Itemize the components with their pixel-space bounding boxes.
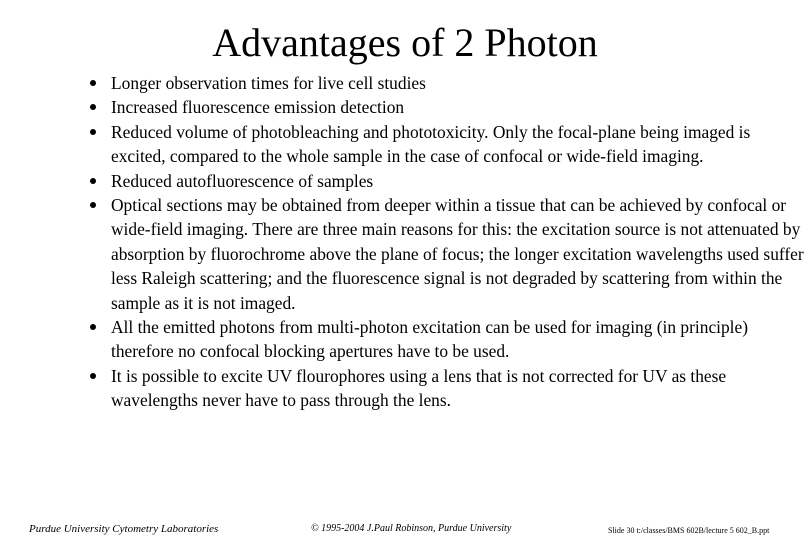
bullet-text: All the emitted photons from multi-photon excitation can be used for imaging (in principle) therefore no confocal blocking apertures have to be used. [111, 317, 749, 362]
bullet-dot-icon [90, 202, 96, 208]
footer-copyright: © 1995-2004 J.Paul Robinson, Purdue University [311, 523, 512, 534]
bullet-text: Longer observation times for live cell studies [111, 73, 426, 93]
bullet-item [90, 120, 806, 169]
bullet-dot-icon [90, 129, 96, 135]
bullet-dot-icon [90, 324, 96, 330]
bullet-dot-icon [90, 104, 96, 110]
bullet-text: Increased fluorescence emission detection [111, 97, 405, 118]
bullet-text: It is possible to excite UV flourophores using a lens that is not corrected for UV as these wavelengths never have to pass through the lens. [111, 365, 727, 411]
footer-slide-info: Slide 30 t:/classes/BMS 602B/lecture 5 602_B.ppt [608, 526, 770, 535]
bullet-text: Optical sections may be obtained from deeper within a tissue that can be achieved by confocal or wide-field imaging. There are three main reasons for this: the excitation source is not attenuated by absorption by fluorochrome above the plane of focus; the longer excitation wavelengths used suffer less Raleigh scattering; and the fluorescence signal is not degraded by scattering from within the sample as it is not imaged. [111, 195, 804, 313]
bullet-item [90, 315, 806, 364]
footer-organization: Purdue University Cytometry Laboratories [29, 523, 219, 535]
bullet-dot-icon [90, 80, 96, 86]
bullet-dot-icon [90, 373, 96, 379]
bullet-item [90, 95, 806, 119]
bullet-text: Reduced autofluorescence of samples [111, 170, 374, 191]
bullet-item [90, 364, 806, 413]
bullet-item [90, 169, 806, 193]
bullet-dot-icon [90, 178, 96, 184]
bullet-item [90, 71, 806, 95]
bullet-list [90, 71, 806, 413]
bullet-item [90, 193, 806, 315]
bullet-text: Reduced volume of photobleaching and phototoxicity. Only the focal-plane being imaged is excited, compared to the whole sample in the case of confocal or wide-field imaging. [111, 121, 751, 167]
slide-title: Advantages of 2 Photon [212, 20, 598, 65]
